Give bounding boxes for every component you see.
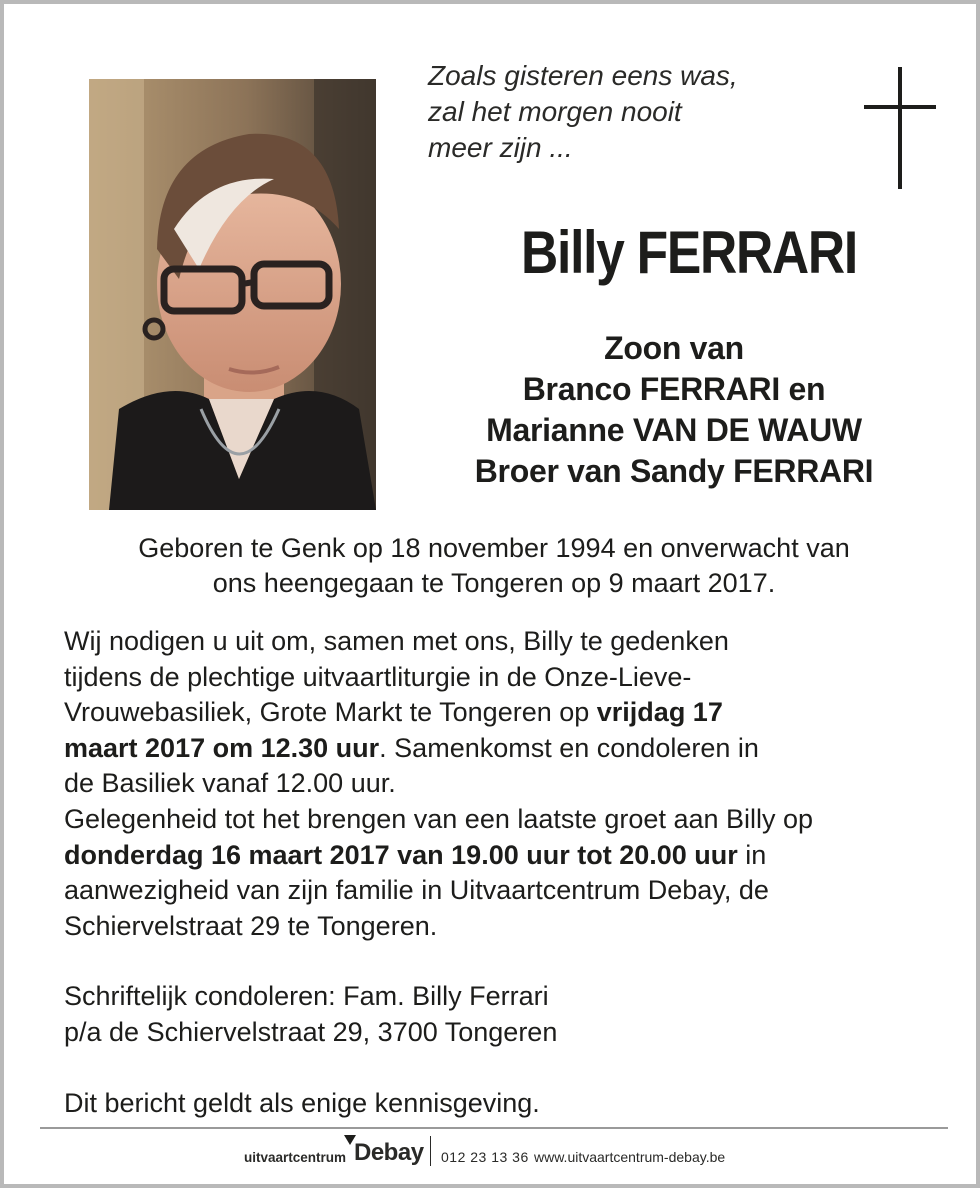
invitation-text: in <box>737 839 767 870</box>
family-relations <box>424 328 924 492</box>
ceremony-date: vrijdag 17 <box>596 697 723 728</box>
invitation-line: Schiervelstraat 29 te Tongeren. <box>64 910 438 941</box>
footer <box>4 1134 980 1178</box>
cross-icon <box>864 67 936 189</box>
deceased-name: Billy FERRARI <box>521 219 857 286</box>
invitation-line: aanwezigheid van zijn familie in Uitvaartcentrum Debay, de <box>64 875 769 906</box>
invitation-line: Wij nodigen u uit om, samen met ons, Billy te gedenken <box>64 626 729 656</box>
website-link[interactable]: www.uitvaartcentrum-debay.be <box>534 1149 726 1165</box>
portrait-photo <box>89 79 376 510</box>
funeral-invitation <box>64 624 944 1121</box>
condolence-line: Schriftelijk condoleren: Fam. Billy Ferrari <box>64 981 549 1012</box>
relation-line: Marianne VAN DE WAUW <box>486 412 862 448</box>
phone-number: 012 23 13 36 <box>441 1149 529 1165</box>
condolence-address: p/a de Schiervelstraat 29, 3700 Tongeren <box>64 1016 558 1047</box>
invitation-line <box>64 731 944 767</box>
invitation-text: . Samenkomst en condoleren in <box>379 732 759 763</box>
brand-prefix: uitvaartcentrum <box>244 1150 347 1165</box>
invitation-text: Vrouwebasiliek, Grote Markt te Tongeren op <box>64 697 597 728</box>
invitation-line: Gelegenheid tot het brengen van een laatste groet aan Billy op <box>64 803 814 834</box>
birth-death-line: ons heengegaan te Tongeren op 9 maart 2017. <box>212 568 776 598</box>
relation-line: Branco FERRARI en <box>522 371 826 407</box>
invitation-line: tijdens de plechtige uitvaartliturgie in de Onze-Lieve- <box>64 661 692 692</box>
brand-name: Debay <box>354 1139 424 1166</box>
notice-statement: Dit bericht geldt als enige kennisgeving. <box>64 1087 540 1118</box>
birth-death-line: Geboren te Genk op 18 november 1994 en onverwacht van <box>138 533 850 563</box>
birth-death-info <box>44 531 944 601</box>
footer-separator <box>430 1136 431 1166</box>
viewing-datetime: donderdag 16 maart 2017 van 19.00 uur tot 20.00 uur <box>64 839 738 870</box>
quote-line: meer zijn ... <box>428 132 573 163</box>
ceremony-time: maart 2017 om 12.30 uur <box>64 732 380 763</box>
invitation-line: de Basiliek vanaf 12.00 uur. <box>64 768 396 799</box>
quote-line: Zoals gisteren eens was, <box>428 60 738 91</box>
invitation-line <box>64 838 944 874</box>
relation-line: Zoon van <box>604 330 744 366</box>
invitation-line <box>64 695 944 731</box>
relation-line: Broer van Sandy FERRARI <box>474 453 874 489</box>
portrait-illustration <box>89 79 376 510</box>
footer-divider <box>40 1127 948 1129</box>
quote-line: zal het morgen nooit <box>428 96 682 127</box>
memorial-quote <box>428 58 828 166</box>
